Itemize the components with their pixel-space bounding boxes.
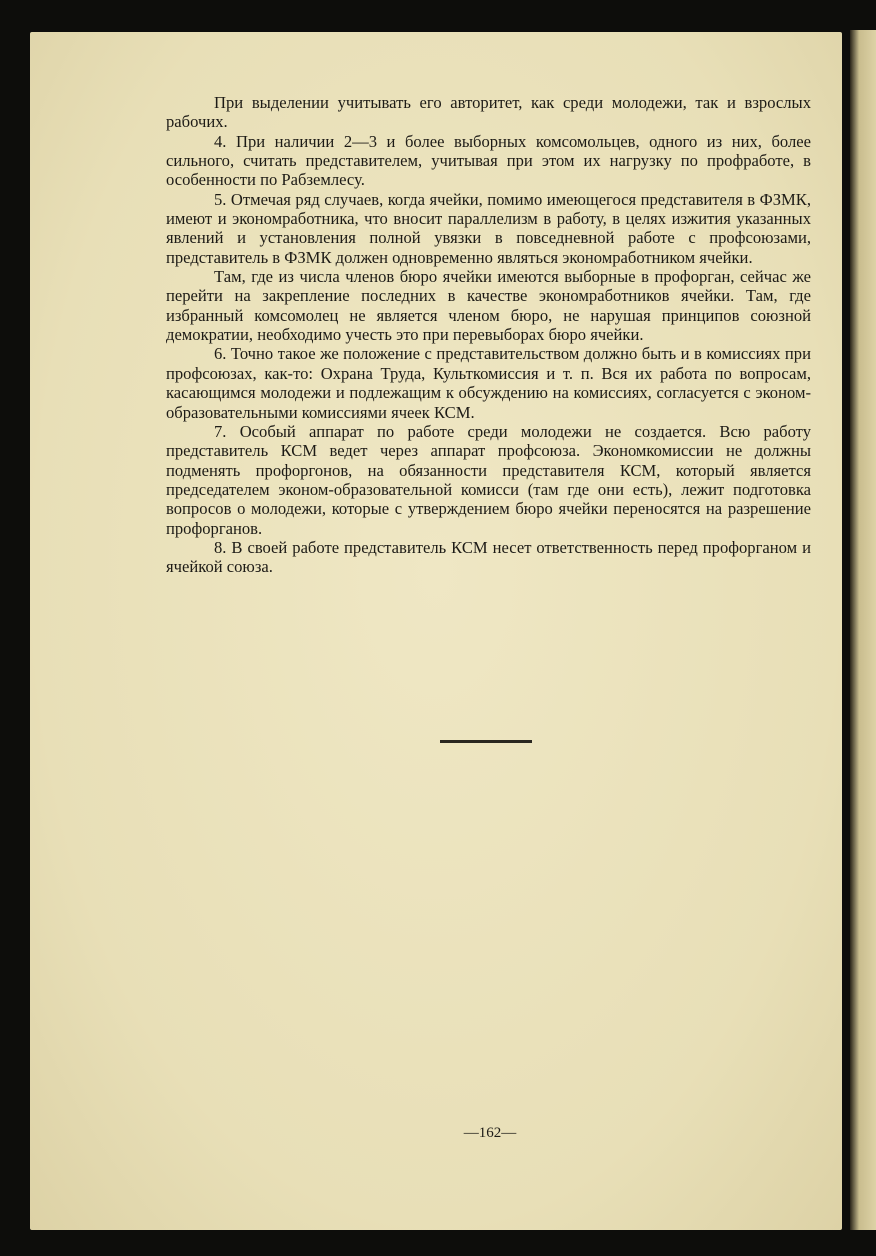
paragraph-item-8: 8. В своей работе представитель КСМ несет ответственность перед профорганом и ячейкой союза. [166, 537, 811, 577]
paragraph-item-5: 5. Отмечая ряд случаев, когда ячейки, помимо имеющегося представителя в ФЗМК, имеют и экономработника, что вносит параллелизм в работу, в целях изжития указанных явлений и установления полной увязки в повседневной работе с профсоюзами, представитель в ФЗМК должен одновременно являться экономработником ячейки. [166, 189, 811, 267]
body-text [166, 93, 811, 577]
section-divider [440, 740, 532, 743]
paragraph-item-5-continued: Там, где из числа членов бюро ячейки имеются выборные в профорган, сейчас же перейти на закрепление последних в качестве экономработников ячейки. Там, где избранный комсомолец не является членом бюро, не нарушая принципов союзной демократии, необходимо учесть это при перевыборах бюро ячейки. [166, 267, 811, 345]
adjacent-page-edge [850, 30, 876, 1230]
paragraph-item-4: 4. При наличии 2—3 и более выборных комсомольцев, одного из них, более сильного, считать представителем, учитывая при этом их нагрузку по профработе, в особенности по Рабземлесу. [166, 131, 811, 190]
paragraph-item-6: 6. Точно такое же положение с представительством должно быть и в комиссиях при профсоюзах, как-то: Охрана Труда, Культкомиссия и т. п. Вся их работа по вопросам, касающимся молодежи и подлежащим к обсуждению на комиссиях, согласуется с эконом-образовательными комиссиями ячеек КСМ. [166, 344, 811, 422]
page-number: —162— [463, 1125, 517, 1141]
paragraph-continuation: При выделении учитывать его авторитет, как среди молодежи, так и взрослых рабочих. [166, 93, 811, 132]
paragraph-item-7: 7. Особый аппарат по работе среди молодежи не создается. Всю работу представитель КСМ ведет через аппарат профсоюза. Экономкомиссии не должны подменять профоргонов, на обязанности представителя КСМ, который является председателем эконом-образовательной комисси (там где они есть), лежит подготовка вопросов о молодежи, которые с утверждением бюро ячейки переносятся на разрешение профорганов. [166, 421, 811, 538]
